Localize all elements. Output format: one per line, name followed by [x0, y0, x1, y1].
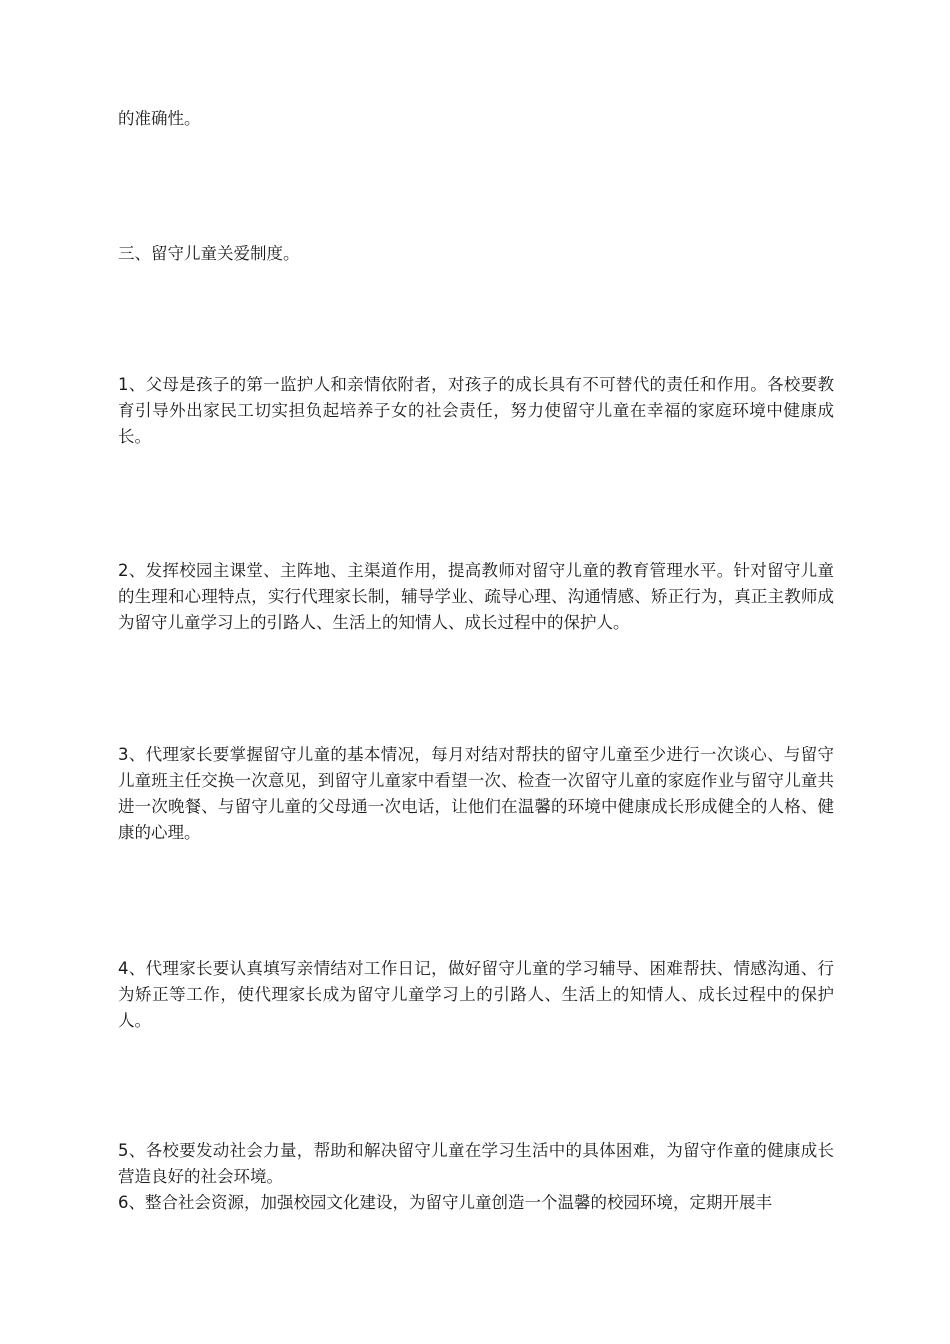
paragraph-item-3: 3、代理家长要掌握留守儿童的基本情况，每月对结对帮扶的留守儿童至少进行一次谈心、与留守儿童班主任交换一次意见，到留守儿童家中看望一次、检查一次留守儿童的家庭作业与留守儿童共进一次晚餐、与留守儿童的父母通一次电话，让他们在温馨的环境中健康成长形成健全的人格、健康的心理。	[118, 745, 834, 842]
section-heading: 三、留守儿童关爱制度。	[118, 244, 300, 263]
paragraph-item-1: 1、父母是孩子的第一监护人和亲情依附者，对孩子的成长具有不可替代的责任和作用。各校要教育引导外出家民工切实担负起培养子女的社会责任，努力使留守儿童在幸福的家庭环境中健康成长。	[118, 375, 834, 446]
paragraph-item-6: 6、整合社会资源，加强校园文化建设，为留守儿童创造一个温馨的校园环境，定期开展丰	[118, 1193, 772, 1212]
paragraph-item-2: 2、发挥校园主课堂、主阵地、主渠道作用，提高教师对留守儿童的教育管理水平。针对留守儿童的生理和心理特点，实行代理家长制，辅导学业、疏导心理、沟通情感、矫正行为，真正主教师成为留守儿童学习上的引路人、生活上的知情人、成长过程中的保护人。	[118, 561, 834, 632]
paragraph-continuation: 的准确性。	[118, 109, 201, 128]
paragraph-item-5: 5、各校要发动社会力量，帮助和解决留守儿童在学习生活中的具体困难，为留守作童的健康成长营造良好的社会环境。	[118, 1141, 834, 1186]
paragraph-item-4: 4、代理家长要认真填写亲情结对工作日记，做好留守儿童的学习辅导、困难帮扶、情感沟通、行为矫正等工作，使代理家长成为留守儿童学习上的引路人、生活上的知情人、成长过程中的保护人。	[118, 959, 834, 1030]
